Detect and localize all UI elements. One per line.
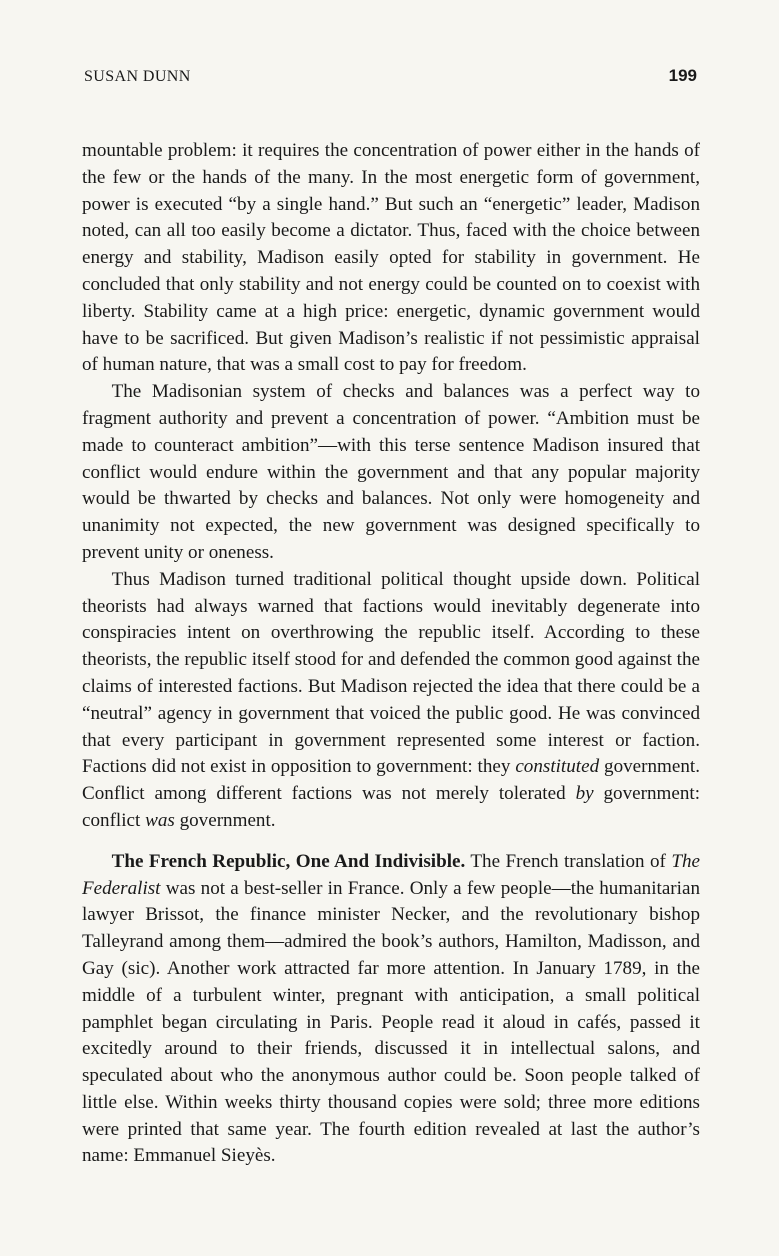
paragraph-text-segment: government. Conflict among different factions was not merely tolerated xyxy=(82,756,700,805)
paragraph-text-segment: Thus Madison turned traditional political thought upside down. Political theorists had always warned that factions would inevitably degenerate into conspiracies intent on overthrowing the republic itself. According to these theorists, the republic itself stood for and defended the common good against the claims of interested factions. But Madison rejected the idea that there could be a “neutral” agency in government that voiced the public good. He was convinced that every participant in government represented some interest or faction. Factions did not exist in opposition to government: they xyxy=(82,568,700,778)
running-head xyxy=(84,66,697,90)
section-heading: The French Republic, One And Indivisible. xyxy=(111,850,466,872)
italic-the-federalist: The Federalist xyxy=(82,850,700,899)
paragraph-text-segment: government. xyxy=(174,809,276,831)
italic-constituted: constituted xyxy=(515,756,600,778)
body-text xyxy=(82,138,700,1170)
italic-was: was xyxy=(145,809,175,831)
page-number: 199 xyxy=(668,66,697,85)
paragraph-french-republic xyxy=(82,849,700,1171)
running-head-author: SUSAN DUNN xyxy=(84,68,191,85)
paragraph-text-segment: was not a best-seller in France. Only a few people—the humanitarian lawyer Brissot, the finance minister Necker, and the revolutionary bishop Talleyrand among them—admired the book’s authors, Hamilton, Madisson, and Gay (sic). Another work attracted far more attention. In January 1789, in the middle of a turbulent winter, pregnant with anticipation, a small political pamphlet began circulating in Paris. People read it aloud in cafés, passed it excitedly around to their friends, discussed it in intellectual salons, and speculated about who the anonymous author could be. Soon people talked of little else. Within weeks thirty thousand copies were sold; three more editions were printed that same year. The fourth edition revealed at last the author’s name: Emmanuel Sieyès. xyxy=(82,877,700,1167)
paragraph-text-segment: The French translation of xyxy=(465,850,672,872)
paragraph-checks-and-balances: The Madisonian system of checks and balances was a perfect way to fragment authority and prevent a concentration of power. “Ambition must be made to counteract ambition”—with this terse sentence Madison insured that conflict would endure within the government and that any popular majority would be thwarted by checks and balances. Not only were homogeneity and unanimity not expected, the new government was designed specifically to prevent unity or oneness. xyxy=(82,381,700,563)
paragraph-continued: mountable problem: it requires the concentration of power either in the hands of the few or the hands of the many. In the most energetic form of government, power is executed “by a single hand.” But such an “energetic” leader, Madison noted, can all too easily become a dictator. Thus, faced with the choice between energy and stability, Madison easily opted for stability in government. He concluded that only stability and not energy could be counted on to coexist with liberty. Stability came at a high price: energetic, dynamic government would have to be sacrificed. But given Madison’s realistic if not pessimistic appraisal of human nature, that was a small cost to pay for freedom. xyxy=(82,140,700,376)
paragraph-factions xyxy=(82,567,700,835)
italic-by: by xyxy=(575,783,594,805)
paragraph-text-segment: government: conflict xyxy=(82,783,701,831)
